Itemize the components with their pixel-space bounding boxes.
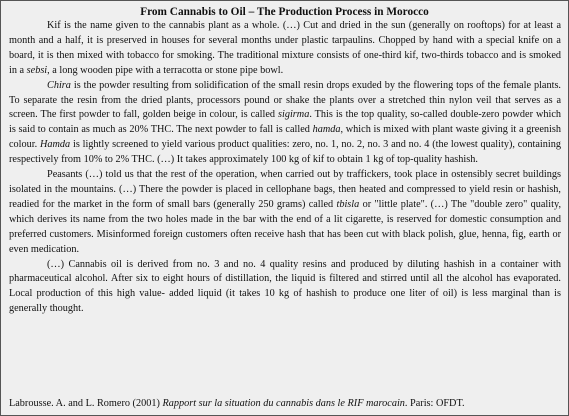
paragraph-text: or "little plate". (…) The "double zero" quality, which derives its name from the two holes made in the bar with the end of a lit cigarette, is reserved for domestic consumption and preferred customers. Misinformed foreign customers often receive hash that has been cut with black polish, glue, henna, fig, earth or even medication.: [9, 198, 562, 255]
paragraph-text: (…) Cannabis oil is derived from no. 3 and no. 4 quality resins and produced by diluting hashish in a container with pharmaceutical alcohol. After six to eight hours of distillation, the liquid is filtered and stirred until all the alcohol has evaporated. Local production of this high value- added liquid (it takes 10 kg of hashish to produce one liter of oil) is less marginal than is generally thought.: [9, 258, 561, 315]
paragraph-text: is the powder resulting from solidification of the small resin drops exuded by the flowering tops of the female plants. To separate the resin from the dried plants, processors pound or shake the plants over a stretched thin nylon veil that serves as a screen. The first powder to fall, golden beige in colour, is called: [9, 79, 561, 121]
paragraph-chira: [9, 79, 561, 168]
term-hamda-2: Hamda: [39, 139, 71, 151]
reference: [9, 397, 561, 411]
box-title: From Cannabis to Oil – The Production Process in Morocco: [140, 6, 429, 18]
term-sebsi: sebsi: [26, 64, 48, 76]
paragraph-peasants: [9, 168, 561, 257]
paragraph-text: Kif is the name given to the cannabis plant as a whole. (…) Cut and dried in the sun (generally on rooftops) for at least a month and a half, it is preserved in houses for several months under plastic tarpaulins. Chopped by hand with a special knife on a board, it is then mixed with tobacco for smoking. The traditional mixture consists of one-third kif, two-thirds tobacco and is smoked in a: [9, 20, 561, 76]
paragraph-text: , which is mixed with plant waste giving it a greenish colour.: [9, 124, 561, 151]
paragraph-oil: [9, 258, 561, 318]
paragraph-text: . This is the top quality, so-called double-zero powder which is said to contain as much as 20% THC. The next powder to fall is called: [9, 109, 561, 136]
reference-publisher: . Paris: OFDT.: [404, 398, 465, 409]
paragraph-text: Peasants (…) told us that the rest of the operation, when carried out by traffickers, took place in ostensibly secret buildings isolated in the mountains. (…) There the powder is placed in cellophane bags, then heated and compressed to yield resin or hashish, readied for the market in the form of small bars (generally 250 grams) called: [9, 169, 561, 210]
term-hamda: hamda: [312, 124, 341, 136]
box-body: [9, 19, 561, 317]
paragraph-text: , a long wooden pipe with a terracotta or stone pipe bowl.: [47, 64, 284, 76]
term-tbisla: tbisla: [336, 198, 360, 210]
term-chira: Chira: [47, 79, 71, 91]
paragraph-text: is lightly screened to yield various product qualities: zero, no. 1, no. 2, no. 3 and no. 4 (the lowest quality), containing respectively from 10% to 2% THC. (…) It takes approximately 100 kg of kif to obtain 1 kg of top-quality hashish.: [9, 139, 561, 166]
paragraph-kif: [9, 19, 561, 79]
reference-authors: Labrousse. A. and L. Romero (2001): [9, 398, 163, 409]
term-sigirma: sigirma: [278, 109, 310, 121]
reference-work: Rapport sur la situation du cannabis dans le RIF marocain: [162, 398, 405, 409]
